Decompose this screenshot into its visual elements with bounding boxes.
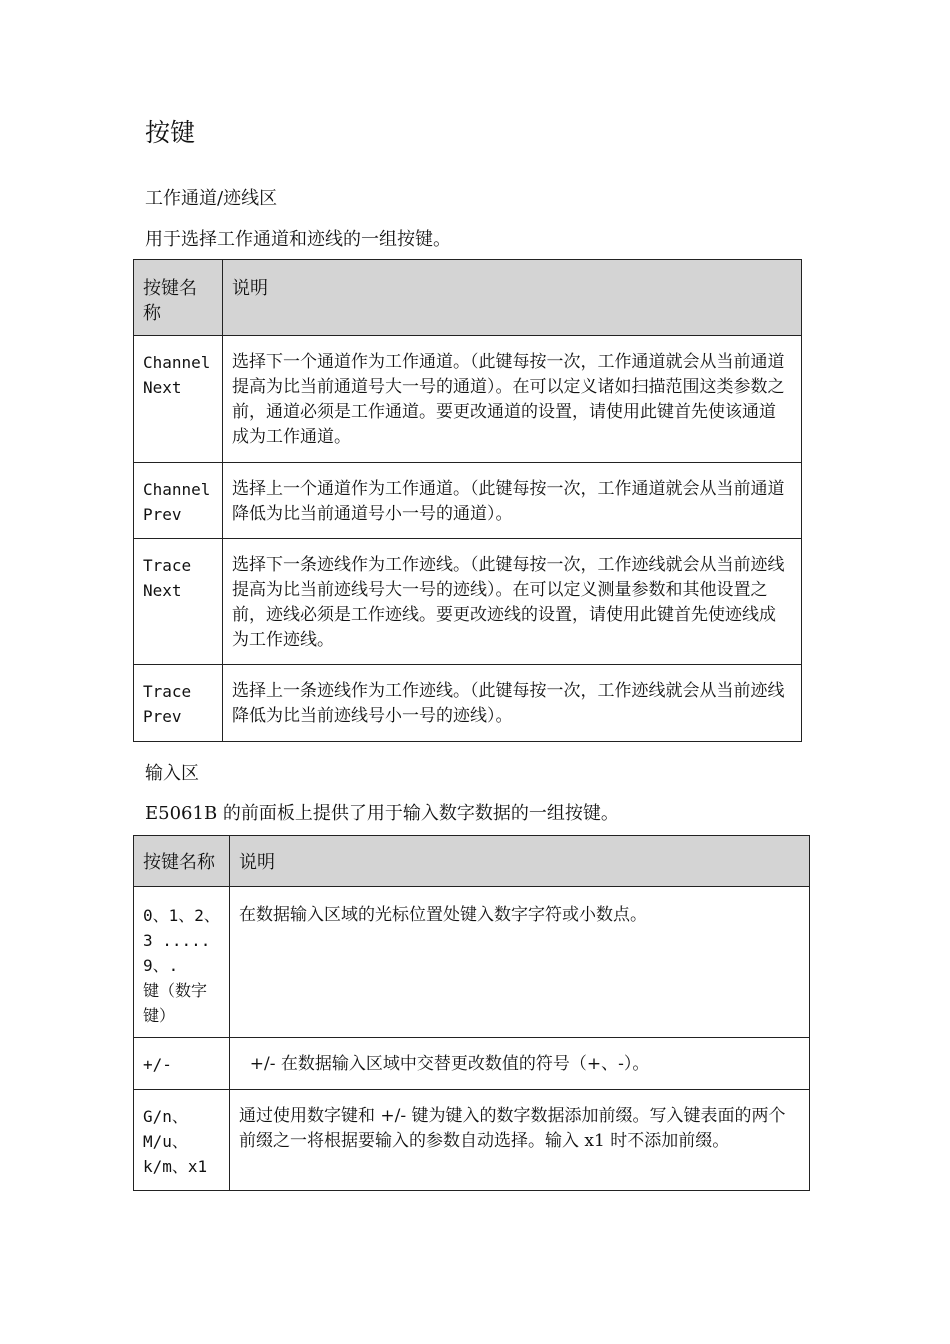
channel-trace-keys-table <box>133 259 802 742</box>
page-title: 按键 <box>145 118 196 147</box>
key-name-cell: Channel Prev <box>134 463 223 539</box>
column-header-key-name: 按键名 称 <box>134 260 223 336</box>
description-cell: 在数据输入区域的光标位置处键入数字字符或小数点。 <box>230 887 810 1038</box>
section-heading-input: 输入区 <box>145 763 199 784</box>
description-cell: 选择上一个通道作为工作通道。（此键每按一次，工作通道就会从当前通道降低为比当前通道号小一号的通道）。 <box>223 463 802 539</box>
section-intro-input: E5061B 的前面板上提供了用于输入数字数据的一组按键。 <box>145 803 619 824</box>
description-cell: 通过使用数字键和 +/- 键为键入的数字数据添加前缀。写入键表面的两个前缀之一将根据要输入的参数自动选择。输入 x1 时不添加前缀。 <box>230 1090 810 1191</box>
column-header-description: 说明 <box>223 260 802 336</box>
column-header-key-name: 按键名称 <box>134 836 230 887</box>
table-row <box>134 539 802 665</box>
table-row <box>134 1038 810 1090</box>
key-name-cell: 0、1、2、 3 ..... 9、. 键（数字 键） <box>134 887 230 1038</box>
table-row <box>134 336 802 463</box>
description-cell: +/- 在数据输入区域中交替更改数值的符号（+、-）。 <box>230 1038 810 1090</box>
description-cell: 选择下一条迹线作为工作迹线。（此键每按一次，工作迹线就会从当前迹线提高为比当前迹线号大一号的迹线）。在可以定义测量参数和其他设置之前，迹线必须是工作迹线。要更改迹线的设置，请使用此键首先使迹线成为工作迹线。 <box>223 539 802 665</box>
key-name-cell: +/- <box>134 1038 230 1090</box>
section-intro-channel-trace: 用于选择工作通道和迹线的一组按键。 <box>145 229 451 250</box>
input-keys-table <box>133 835 810 1191</box>
table-row <box>134 665 802 742</box>
table-header-row <box>134 836 810 887</box>
key-name-cell: Trace Next <box>134 539 223 665</box>
table-row <box>134 1090 810 1191</box>
table-row <box>134 887 810 1038</box>
description-cell: 选择上一条迹线作为工作迹线。（此键每按一次，工作迹线就会从当前迹线降低为比当前迹线号小一号的迹线）。 <box>223 665 802 742</box>
column-header-description: 说明 <box>230 836 810 887</box>
key-name-cell: Channel Next <box>134 336 223 463</box>
description-cell: 选择下一个通道作为工作通道。（此键每按一次，工作通道就会从当前通道提高为比当前通道号大一号的通道）。在可以定义诸如扫描范围这类参数之前，通道必须是工作通道。要更改通道的设置，请使用此键首先使该通道成为工作通道。 <box>223 336 802 463</box>
key-name-cell: G/n、M/u、 k/m、x1 <box>134 1090 230 1191</box>
table-row <box>134 463 802 539</box>
key-name-cell: Trace Prev <box>134 665 223 742</box>
table-header-row <box>134 260 802 336</box>
section-heading-channel-trace: 工作通道/迹线区 <box>145 188 278 209</box>
